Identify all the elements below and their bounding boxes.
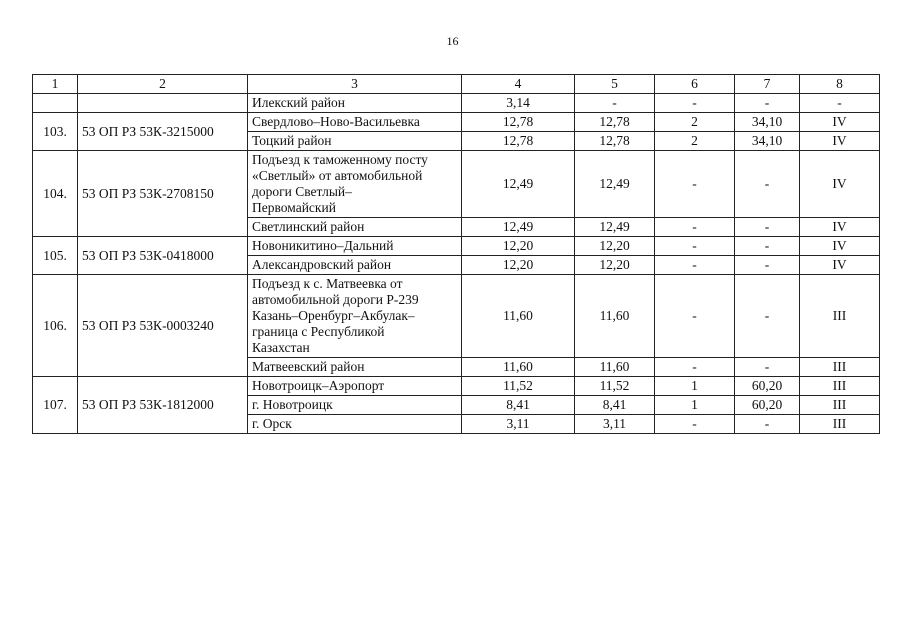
col5-cell: 11,52 xyxy=(575,377,655,396)
header-cell: 1 xyxy=(33,75,78,94)
length-cell: 3,11 xyxy=(462,415,575,434)
category-cell: IV xyxy=(800,256,880,275)
road-name-line: Первомайский xyxy=(252,200,336,215)
length-cell: 12,49 xyxy=(462,151,575,218)
road-name-line: «Светлый» от автомобильной xyxy=(252,168,423,183)
road-name-cell: Новотроицк–Аэропорт xyxy=(248,377,462,396)
road-name-line: Подъезд к с. Матвеевка от xyxy=(252,276,403,291)
road-name-cell: Новоникитино–Дальний xyxy=(248,237,462,256)
category-cell: III xyxy=(800,415,880,434)
category-cell: - xyxy=(800,94,880,113)
table-row xyxy=(33,237,880,256)
length-cell: 12,20 xyxy=(462,237,575,256)
length-cell: 8,41 xyxy=(462,396,575,415)
length-cell: 3,14 xyxy=(462,94,575,113)
row-number-cell: 107. xyxy=(33,377,78,434)
col7-cell: - xyxy=(735,237,800,256)
row-number-cell xyxy=(33,94,78,113)
length-cell: 12,78 xyxy=(462,113,575,132)
category-cell: IV xyxy=(800,132,880,151)
col7-cell: - xyxy=(735,151,800,218)
road-code-cell xyxy=(78,94,248,113)
category-cell: IV xyxy=(800,237,880,256)
category-cell: IV xyxy=(800,113,880,132)
header-cell: 7 xyxy=(735,75,800,94)
table-row xyxy=(33,113,880,132)
length-cell: 11,60 xyxy=(462,275,575,358)
header-cell: 3 xyxy=(248,75,462,94)
col5-cell: 12,49 xyxy=(575,218,655,237)
col5-cell: 11,60 xyxy=(575,275,655,358)
col5-cell: 12,78 xyxy=(575,132,655,151)
row-number-cell: 104. xyxy=(33,151,78,237)
row-number-cell: 105. xyxy=(33,237,78,275)
header-cell: 6 xyxy=(655,75,735,94)
length-cell: 11,60 xyxy=(462,358,575,377)
category-cell: III xyxy=(800,275,880,358)
col6-cell: - xyxy=(655,237,735,256)
col5-cell: 11,60 xyxy=(575,358,655,377)
road-name-cell xyxy=(248,151,462,218)
col6-cell: 2 xyxy=(655,113,735,132)
road-name-cell: Светлинский район xyxy=(248,218,462,237)
col6-cell: - xyxy=(655,218,735,237)
road-name-line: Казахстан xyxy=(252,340,310,355)
col6-cell: - xyxy=(655,151,735,218)
col7-cell: - xyxy=(735,275,800,358)
length-cell: 12,20 xyxy=(462,256,575,275)
col7-cell: 60,20 xyxy=(735,396,800,415)
road-name-cell: Матвеевский район xyxy=(248,358,462,377)
road-name-cell: г. Орск xyxy=(248,415,462,434)
row-number-cell: 106. xyxy=(33,275,78,377)
length-cell: 12,78 xyxy=(462,132,575,151)
col6-cell: - xyxy=(655,94,735,113)
road-name-cell: Александровский район xyxy=(248,256,462,275)
col7-cell: - xyxy=(735,415,800,434)
col6-cell: 1 xyxy=(655,396,735,415)
col7-cell: 34,10 xyxy=(735,113,800,132)
header-cell: 4 xyxy=(462,75,575,94)
road-code-cell: 53 ОП РЗ 53К-2708150 xyxy=(78,151,248,237)
col5-cell: - xyxy=(575,94,655,113)
table-row xyxy=(33,275,880,358)
table-row xyxy=(33,151,880,218)
length-cell: 12,49 xyxy=(462,218,575,237)
road-name-cell: Свердлово–Ново-Васильевка xyxy=(248,113,462,132)
page-number: 16 xyxy=(446,34,459,48)
col5-cell: 3,11 xyxy=(575,415,655,434)
road-name-line: Подъезд к таможенному посту xyxy=(252,152,428,167)
col5-cell: 12,78 xyxy=(575,113,655,132)
header-cell: 8 xyxy=(800,75,880,94)
col7-cell: - xyxy=(735,358,800,377)
table-row xyxy=(33,94,880,113)
col6-cell: 2 xyxy=(655,132,735,151)
road-name-cell: г. Новотроицк xyxy=(248,396,462,415)
road-name-line: Казань–Оренбург–Акбулак– xyxy=(252,308,415,323)
road-name-line: дороги Светлый– xyxy=(252,184,352,199)
length-cell: 11,52 xyxy=(462,377,575,396)
category-cell: III xyxy=(800,396,880,415)
col7-cell: - xyxy=(735,218,800,237)
category-cell: IV xyxy=(800,151,880,218)
road-name-line: автомобильной дороги Р-239 xyxy=(252,292,419,307)
category-cell: III xyxy=(800,358,880,377)
category-cell: IV xyxy=(800,218,880,237)
col7-cell: - xyxy=(735,94,800,113)
header-cell: 5 xyxy=(575,75,655,94)
col6-cell: - xyxy=(655,256,735,275)
header-cell: 2 xyxy=(78,75,248,94)
road-name-cell: Тоцкий район xyxy=(248,132,462,151)
row-number-cell: 103. xyxy=(33,113,78,151)
col5-cell: 12,20 xyxy=(575,237,655,256)
col7-cell: 60,20 xyxy=(735,377,800,396)
table-row xyxy=(33,377,880,396)
category-cell: III xyxy=(800,377,880,396)
col6-cell: - xyxy=(655,275,735,358)
col5-cell: 12,20 xyxy=(575,256,655,275)
road-name-line: граница с Республикой xyxy=(252,324,385,339)
road-code-cell: 53 ОП РЗ 53К-3215000 xyxy=(78,113,248,151)
road-code-cell: 53 ОП РЗ 53К-0418000 xyxy=(78,237,248,275)
road-name-cell: Илекский район xyxy=(248,94,462,113)
col5-cell: 12,49 xyxy=(575,151,655,218)
col6-cell: - xyxy=(655,358,735,377)
col7-cell: - xyxy=(735,256,800,275)
col6-cell: 1 xyxy=(655,377,735,396)
road-code-cell: 53 ОП РЗ 53К-1812000 xyxy=(78,377,248,434)
col5-cell: 8,41 xyxy=(575,396,655,415)
road-name-cell xyxy=(248,275,462,358)
col6-cell: - xyxy=(655,415,735,434)
road-code-cell: 53 ОП РЗ 53К-0003240 xyxy=(78,275,248,377)
roads-table xyxy=(32,74,880,434)
col7-cell: 34,10 xyxy=(735,132,800,151)
table-header-row xyxy=(33,75,880,94)
